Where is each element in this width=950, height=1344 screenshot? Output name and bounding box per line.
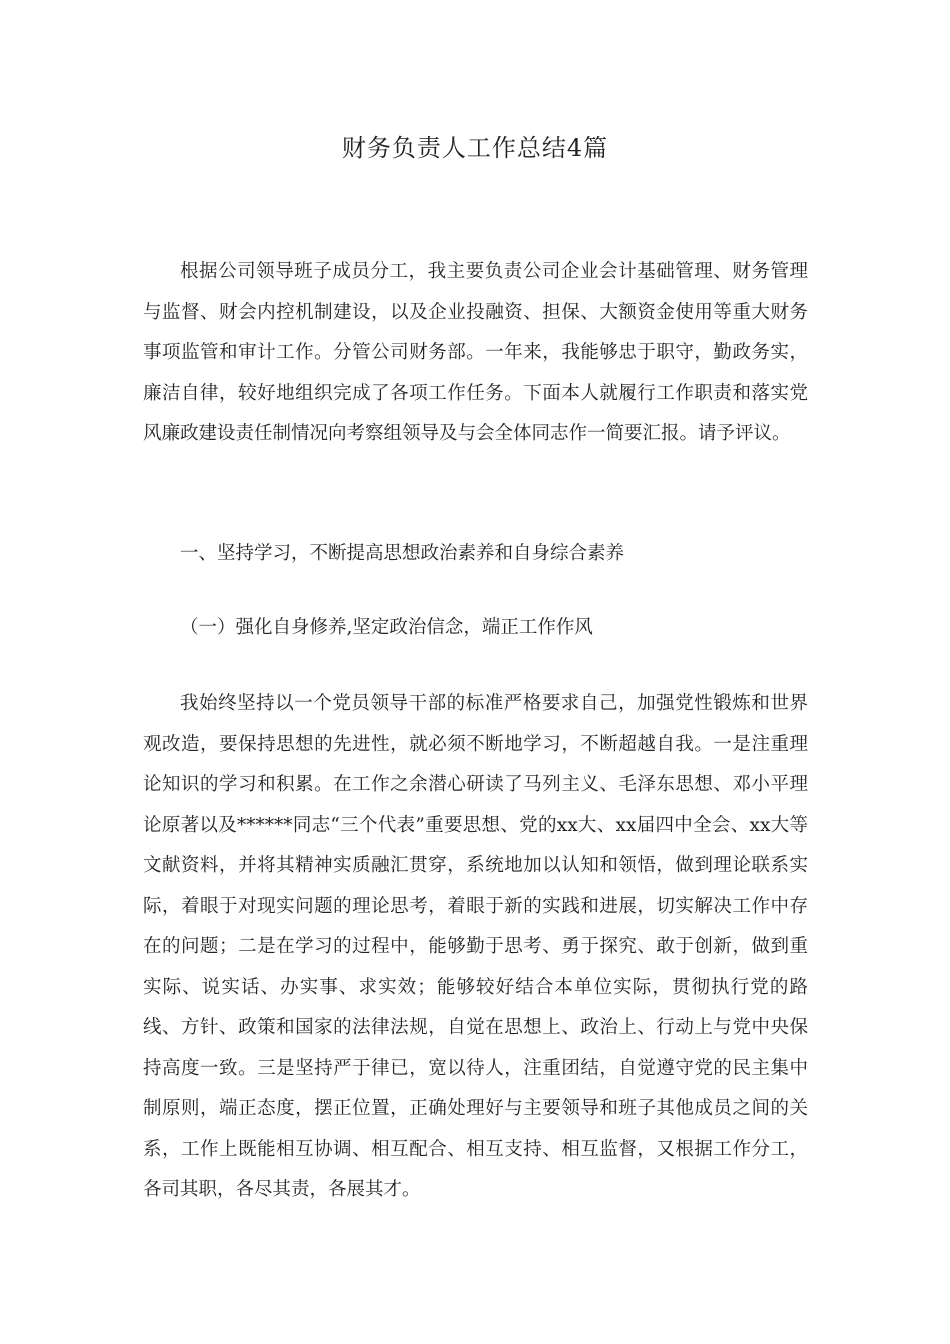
document-title: 财务负责人工作总结4篇	[341, 134, 609, 162]
intro-paragraph: 根据公司领导班子成员分工，我主要负责公司企业会计基础管理、财务管理与监督、财会内控机制建设，以及企业投融资、担保、大额资金使用等重大财务事项监管和审计工作。分管公司财务部。一年来，我能够忠于职守，勤政务实，廉洁自律，较好地组织完成了各项工作任务。下面本人就履行工作职责和落实党风廉政建设责任制情况向考察组领导及与会全体同志作一简要汇报。请予评议。	[143, 261, 808, 444]
body-paragraph: 我始终坚持以一个党员领导干部的标准严格要求自己，加强党性锻炼和世界观改造，要保持思想的先进性，就必须不断地学习，不断超越自我。一是注重理论知识的学习和积累。在工作之余潜心研读了马列主义、毛泽东思想、邓小平理论原著以及******同志“三个代表”重要思想、党的xx大、xx届四中全会、xx大等文献资料，并将其精神实质融汇贯穿，系统地加以认知和领悟，做到理论联系实际，着眼于对现实问题的理论思考，着眼于新的实践和进展，切实解决工作中存在的问题；二是在学习的过程中，能够勤于思考、勇于探究、敢于创新，做到重实际、说实话、办实事、求实效；能够较好结合本单位实际，贯彻执行党的路线、方针、政策和国家的法律法规，自觉在思想上、政治上、行动上与党中央保持高度一致。三是坚持严于律已，宽以待人，注重团结，自觉遵守党的民主集中制原则，端正态度，摆正位置，正确处理好与主要领导和班子其他成员之间的关系，工作上既能相互协调、相互配合、相互支持、相互监督，又根据工作分工，各司其职，各尽其责，各展其才。	[143, 693, 808, 1200]
section-heading: 一、坚持学习，不断提高思想政治素养和自身综合素养	[180, 543, 625, 564]
subsection-heading: （一）强化自身修养,坚定政治信念，端正工作作风	[180, 617, 593, 638]
